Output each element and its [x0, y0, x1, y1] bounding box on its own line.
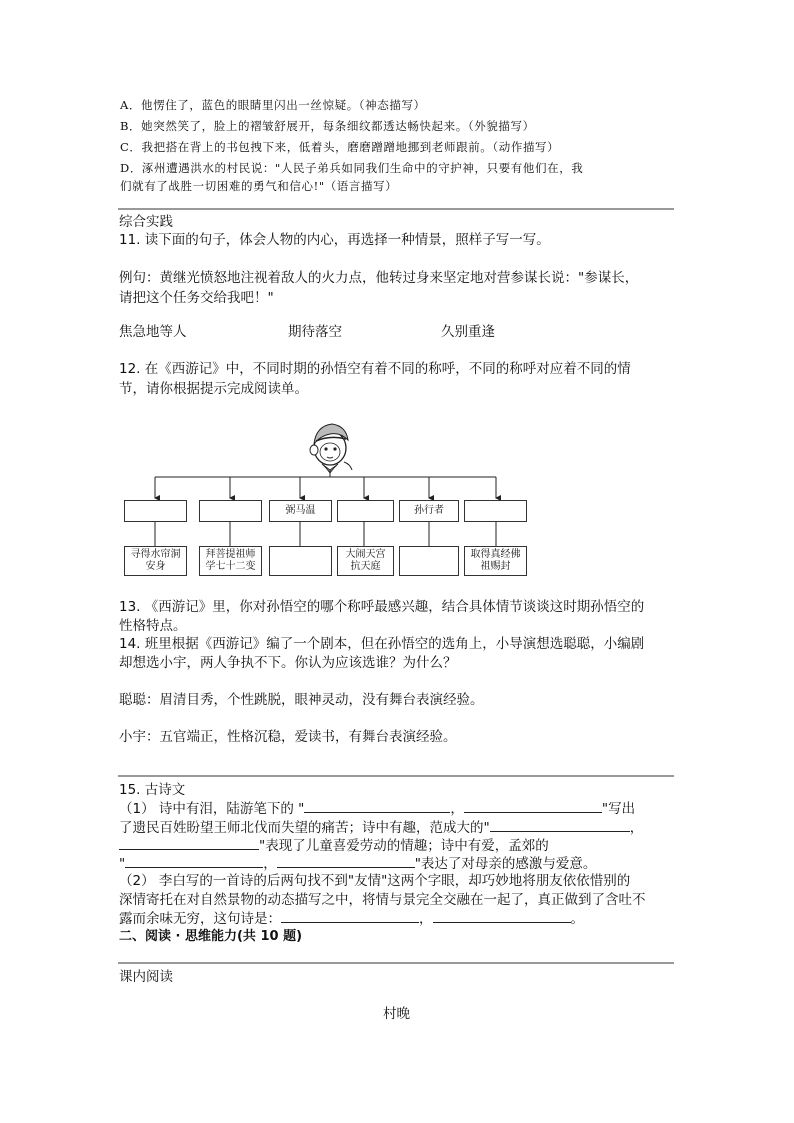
name-box-5: 孙行者: [399, 500, 459, 522]
divider: [118, 962, 674, 964]
name-box-6[interactable]: [464, 500, 527, 522]
event-box-6: 取得真经佛祖赐封: [464, 546, 527, 576]
q13-line2: 性格特点。: [119, 618, 187, 634]
divider: [118, 775, 674, 777]
q15-p4-text: "表达了对母亲的感激与爱意。: [414, 856, 597, 872]
q15-p4-open: ": [119, 856, 126, 872]
comma: ，: [263, 856, 277, 872]
q12-line1: 12. 在《西游记》中，不同时期的孙悟空有着不同的称呼，不同的称呼对应着不同的情: [119, 361, 631, 377]
q14-line1: 14. 班里根据《西游记》编了一个剧本，但在孙悟空的选角上，小导演想选聪聪，小编剧: [119, 636, 645, 652]
answer-blank-4[interactable]: [119, 835, 259, 850]
section-title-in-class: 课内阅读: [119, 969, 173, 985]
sun-wukong-icon: [304, 418, 354, 474]
answer-blank-2[interactable]: [464, 798, 602, 813]
comma: ，: [629, 820, 644, 836]
q11-example-line2: 请把这个任务交给我吧！": [119, 290, 274, 306]
answer-blank-3[interactable]: [490, 817, 630, 832]
divider: [118, 208, 674, 210]
section-title-practice: 综合实践: [119, 214, 173, 230]
option-a: A．他愣住了，蓝色的眼睛里闪出一丝惊疑。（神态描写）: [120, 98, 426, 112]
option-d-line2: 们就有了战胜一切困难的勇气和信心!"（语言描写）: [120, 179, 398, 193]
q14-line2: 却想选小宇，两人争执不下。你认为应该选谁？为什么？: [119, 655, 457, 671]
poem-title: 村晚: [383, 1006, 410, 1022]
answer-blank-6[interactable]: [277, 853, 415, 868]
option-b: B．她突然笑了，脸上的褶皱舒展开，每条细纹都透达畅快起来。（外貌描写）: [120, 119, 535, 133]
q12-line2: 节，请你根据提示完成阅读单。: [119, 381, 308, 397]
event-box-1: 寻得水帘洞安身: [124, 546, 187, 576]
option-c: C．我把搭在背上的书包拽下来，低着头，磨磨蹭蹭地挪到老师跟前。（动作描写）: [120, 140, 560, 154]
period: 。: [570, 911, 584, 927]
answer-blank-8[interactable]: [433, 908, 571, 923]
q11-choice-3: 久别重逢: [441, 324, 495, 340]
q15-title: 15. 古诗文: [119, 782, 186, 798]
q15-p5: （2） 李白写的一首诗的后两句找不到"友情"这两个字眼，却巧妙地将朋友依依惜别的: [119, 873, 631, 889]
option-d-line1: D．涿州遭遇洪水的村民说："人民子弟兵如同我们生命中的守护神，只要有他们在，我: [120, 161, 584, 175]
q15-p1-text: （1） 诗中有泪，陆游笔下的 ": [119, 801, 305, 817]
q15-p7-text: 露而余味无穷，这句诗是：: [119, 911, 281, 927]
event-box-4: 大闹天宫抗天庭: [337, 546, 394, 576]
q15-p1: [119, 798, 635, 819]
q11-question: 11. 读下面的句子，体会人物的内心，再选择一种情景，照样子写一写。: [119, 232, 550, 248]
q14-congcong: 聪聪：眉清目秀，个性跳脱，眼神灵动，没有舞台表演经验。: [119, 692, 484, 708]
q15-p2-text: 了遗民百姓盼望王师北伐而失望的痛苦；诗中有趣，范成大的": [119, 820, 490, 836]
name-box-2[interactable]: [199, 500, 262, 522]
q11-example-line1: 例句：黄继光愤怒地注视着敌人的火力点，他转过身来坚定地对营参谋长说："参谋长，: [119, 270, 639, 286]
q15-p3-text: "表现了儿童喜爱劳动的情趣；诗中有爱，孟郊的: [259, 838, 549, 854]
q15-p6: 深情寄托在对自然景物的动态描写之中，将情与景完全交融在一起了，真正做到了含吐不: [119, 892, 646, 908]
q11-choice-1: 焦急地等人: [119, 324, 187, 340]
comma: ，: [450, 801, 464, 817]
q14-xiaoyu: 小宇：五官端正，性格沉稳，爱读书，有舞台表演经验。: [119, 729, 457, 745]
name-box-1[interactable]: [124, 500, 187, 522]
name-box-3: 弼马温: [269, 500, 332, 522]
event-box-5[interactable]: [399, 546, 459, 576]
q15-p1-end: "写出: [601, 801, 636, 817]
event-box-2: 拜菩提祖师学七十二变: [199, 546, 262, 576]
q11-choice-2: 期待落空: [288, 324, 342, 340]
q15-p7: [119, 908, 584, 929]
answer-blank-5[interactable]: [125, 853, 263, 868]
comma: ，: [419, 911, 433, 927]
name-box-4[interactable]: [337, 500, 394, 522]
section-title-reading: 二、阅读 · 思维能力(共 10 题): [119, 929, 303, 944]
answer-blank-1[interactable]: [304, 798, 450, 813]
answer-blank-7[interactable]: [281, 908, 419, 923]
event-box-3[interactable]: [269, 546, 332, 576]
q13-line1: 13. 《西游记》里，你对孙悟空的哪个称呼最感兴趣，结合具体情节谈谈这时期孙悟空的: [119, 599, 645, 615]
